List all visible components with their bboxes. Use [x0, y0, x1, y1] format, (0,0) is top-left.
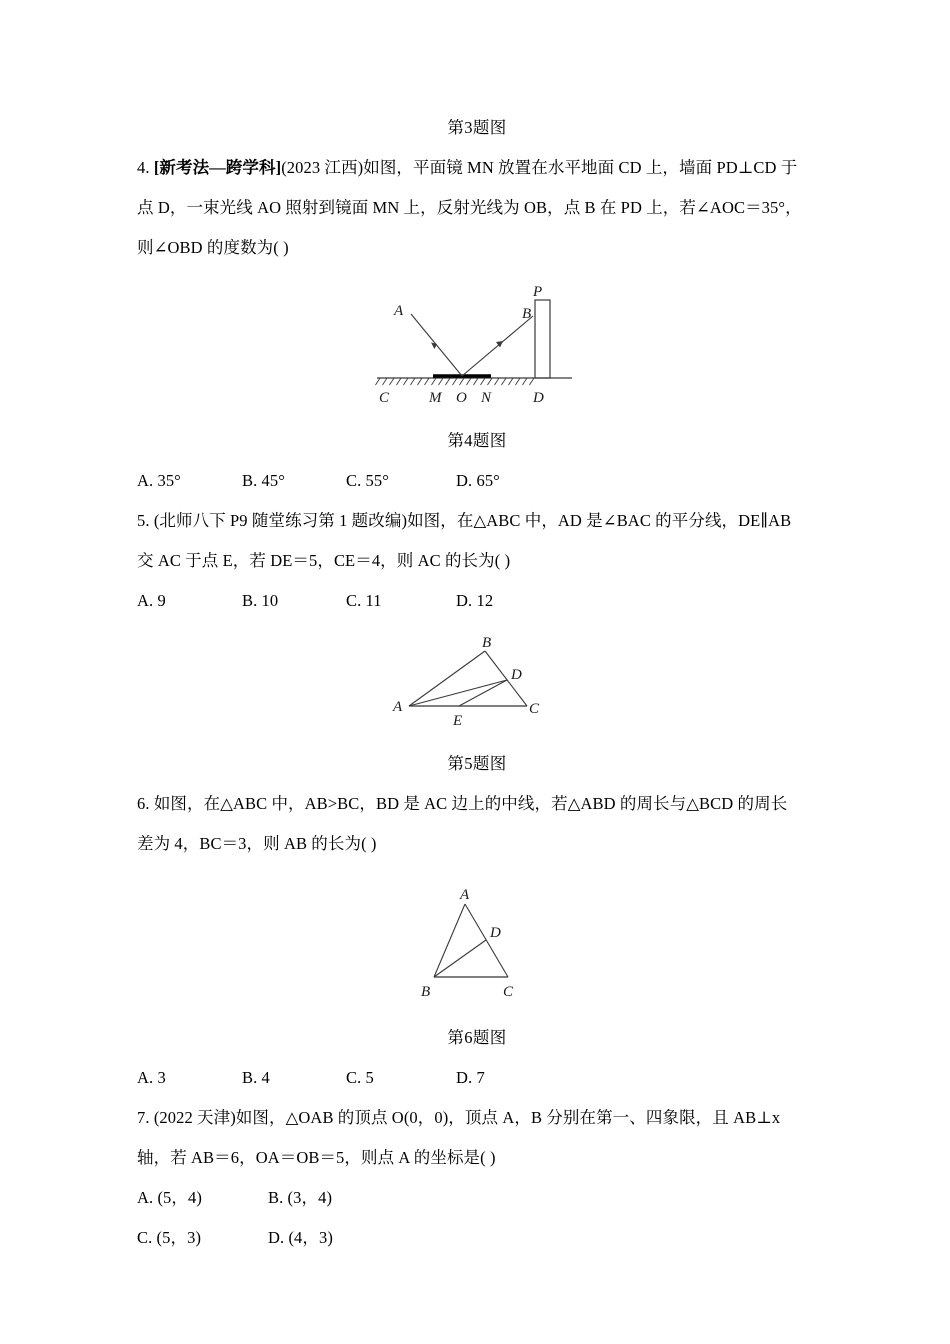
wall-rect-pd: [535, 300, 550, 378]
question-4-number: 4.: [137, 158, 154, 177]
question-7-option-c[interactable]: C. (5，3): [137, 1228, 202, 1247]
page-content: [137, 108, 817, 1258]
label-B: B: [482, 635, 492, 651]
label-D: D: [511, 667, 522, 683]
figure-caption-3: 第3题图: [447, 118, 507, 137]
question-7-option-a[interactable]: A. (5，4): [137, 1188, 202, 1207]
question-6-options: [137, 1058, 817, 1098]
segment-de: [459, 680, 507, 706]
question-6-option-c[interactable]: C. 5: [346, 1068, 374, 1087]
question-6-text-1: 如图，在△ABC 中，AB>BC，BD 是 AC 边上的中线，若△ABD 的周长与△BCD 的周长: [153, 794, 788, 813]
label-A: A: [460, 887, 470, 903]
label-D: D: [533, 390, 544, 406]
label-D: D: [490, 925, 501, 941]
question-4-text-1: 如图，平面镜 MN 放置在水平地面 CD 上，墙面 PD⊥CD 于: [363, 158, 798, 177]
label-M: M: [429, 390, 442, 406]
question-7-options-row-2: [137, 1218, 817, 1258]
question-6-line-2: 差为 4，BC＝3，则 AB 的长为( ): [137, 834, 377, 853]
question-4-line-2: 点 D，一束光线 AO 照射到镜面 MN 上，反射光线为 OB，点 B 在 PD 上，若∠AOC＝35°，: [137, 198, 802, 217]
question-7-line-1: [137, 1098, 817, 1138]
mirror-reflection-figure: [137, 282, 817, 407]
incident-ray-arrow: [431, 343, 437, 350]
question-4-options: [137, 461, 817, 501]
label-B: B: [522, 306, 532, 322]
triangle-bisector-figure: [137, 635, 817, 730]
question-7-option-b[interactable]: B. (3，4): [268, 1188, 333, 1207]
reflected-ray-ob: [462, 316, 533, 376]
question-5-option-b[interactable]: B. 10: [242, 591, 279, 610]
label-O: O: [456, 390, 467, 406]
triangle-median-svg: [407, 886, 547, 1004]
question-5-option-a[interactable]: A. 9: [137, 591, 166, 610]
question-6-number: 6.: [137, 794, 154, 813]
question-4-line-3: 则∠OBD 的度数为( ): [137, 238, 289, 257]
question-6-line-1: [137, 784, 817, 824]
question-7-line-2: 轴，若 AB＝6，OA＝OB＝5，则点 A 的坐标是( ): [137, 1148, 496, 1167]
figure-caption-5: 第5题图: [447, 754, 507, 773]
segment-ad: [409, 680, 507, 706]
question-4-option-b[interactable]: B. 45°: [242, 471, 285, 490]
triangle-bisector-svg: [387, 635, 567, 730]
question-5-text-1: 如图，在△ABC 中，AD 是∠BAC 的平分线，DE∥AB: [407, 511, 792, 530]
ground-hatching: [376, 378, 535, 385]
question-4-option-c[interactable]: C. 55°: [346, 471, 389, 490]
mirror-reflection-svg: [367, 282, 587, 407]
label-B: B: [421, 984, 431, 1000]
question-5-source: (北师八下 P9 随堂练习第 1 题改编): [153, 511, 408, 530]
label-C: C: [529, 701, 540, 717]
label-P: P: [533, 284, 543, 300]
question-7-source: (2022 天津): [153, 1108, 236, 1127]
question-7-option-d[interactable]: D. (4，3): [268, 1228, 333, 1247]
question-5-option-c[interactable]: C. 11: [346, 591, 382, 610]
question-4-line-1: [137, 148, 817, 188]
label-N: N: [481, 390, 492, 406]
label-A: A: [393, 699, 403, 715]
question-7-options-row-1: [137, 1178, 817, 1218]
label-A: A: [394, 303, 404, 319]
figure-caption-6: 第6题图: [447, 1028, 507, 1047]
question-4-tag: [新考法—跨学科]: [153, 158, 282, 177]
question-6-option-a[interactable]: A. 3: [137, 1068, 166, 1087]
question-5-options: [137, 581, 817, 621]
label-C: C: [503, 984, 514, 1000]
question-5-line-1: [137, 501, 817, 541]
question-5-number: 5.: [137, 511, 154, 530]
label-E: E: [453, 713, 463, 729]
figure-caption-4: 第4题图: [447, 431, 507, 450]
question-4-source: (2023 江西): [281, 158, 364, 177]
question-5-line-2: 交 AC 于点 E，若 DE＝5，CE＝4，则 AC 的长为( ): [137, 551, 511, 570]
question-7-number: 7.: [137, 1108, 154, 1127]
question-7-text-1: 如图，△OAB 的顶点 O(0，0)，顶点 A，B 分别在第一、四象限，且 AB⊥x: [235, 1108, 781, 1127]
question-4-option-d[interactable]: D. 65°: [456, 471, 500, 490]
triangle-median-figure: [137, 886, 817, 1004]
question-6-option-d[interactable]: D. 7: [456, 1068, 485, 1087]
segment-ac: [465, 904, 508, 977]
label-C: C: [379, 390, 390, 406]
question-4-option-a[interactable]: A. 35°: [137, 471, 181, 490]
question-5-option-d[interactable]: D. 12: [456, 591, 494, 610]
question-6-option-b[interactable]: B. 4: [242, 1068, 270, 1087]
